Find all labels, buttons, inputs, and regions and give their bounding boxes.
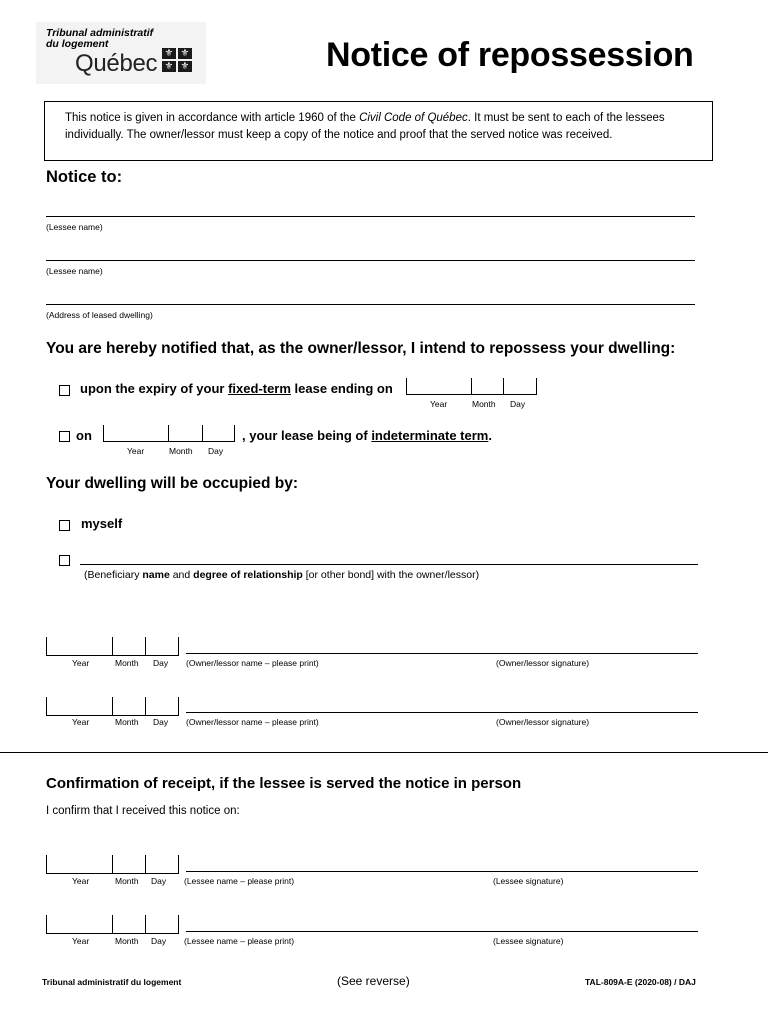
owner-name-signature-line-2[interactable]	[186, 712, 698, 713]
owner-date-box-1[interactable]	[46, 637, 179, 656]
owner-name-signature-line-1[interactable]	[186, 653, 698, 654]
beneficiary-line[interactable]	[80, 564, 698, 565]
lessee-name-line-1[interactable]	[46, 216, 695, 217]
beneficiary-prefix: (Beneficiary	[84, 569, 143, 581]
intro-code-name: Civil Code of Québec	[359, 112, 468, 124]
option1-fixed-term: fixed-term	[228, 381, 291, 396]
owner-date-box-2[interactable]	[46, 697, 179, 716]
option2-indeterminate-term: indeterminate term	[371, 428, 489, 443]
footer-see-reverse: (See reverse)	[337, 974, 410, 988]
myself-label: myself	[81, 516, 123, 531]
logo-org-line1: Tribunal administratif	[46, 27, 154, 39]
option2-text-after: , your lease being of	[242, 428, 372, 443]
option1-text-before: upon the expiry of your	[80, 381, 229, 396]
lessee-name-label-2: (Lessee name)	[46, 266, 103, 276]
indeterminate-option-label	[242, 428, 492, 443]
date-month-label: Month	[472, 399, 496, 409]
date-year-label: Year	[430, 399, 448, 409]
logo-org-line2: du logement	[46, 38, 109, 50]
date-day-label: Day	[151, 936, 167, 946]
beneficiary-suffix: [or other bond] with the owner/lessor)	[302, 569, 480, 581]
date-day-label: Day	[153, 717, 169, 727]
owner-name-label-1: (Owner/lessor name – please print)	[186, 658, 319, 668]
date-month-label: Month	[169, 446, 193, 456]
lessee-print-name-label-2: (Lessee name – please print)	[184, 936, 295, 946]
option2-end: .	[488, 428, 492, 443]
notice-to-heading: Notice to:	[46, 168, 123, 186]
date-year-label: Year	[127, 446, 145, 456]
intro-text-after: . It must be sent to each of the lessees individually. The owner/lessor must keep a copy of the notice and proof that the served notice was received.	[65, 112, 665, 141]
date-year-label: Year	[72, 658, 90, 668]
occupied-heading: Your dwelling will be occupied by:	[46, 475, 299, 492]
fixed-term-checkbox[interactable]	[59, 385, 70, 396]
date-month-label: Month	[115, 936, 139, 946]
logo-quebec-word: Québec	[75, 50, 158, 77]
myself-checkbox[interactable]	[59, 520, 70, 531]
lessee-name-signature-line-2[interactable]	[186, 931, 698, 932]
fleur-de-lis-flag-icon: ⚜ ⚜ ⚜ ⚜	[162, 48, 192, 72]
confirmation-text: I confirm that I received this notice on:	[46, 805, 240, 817]
date-day-label: Day	[208, 446, 224, 456]
date-month-label: Month	[115, 658, 139, 668]
lessee-name-signature-line-1[interactable]	[186, 871, 698, 872]
intro-text-before: This notice is given in accordance with article 1960 of the	[65, 112, 360, 124]
date-month-label: Month	[115, 876, 139, 886]
confirmation-heading: Confirmation of receipt, if the lessee is served the notice in person	[46, 775, 522, 792]
footer-form-code: TAL-809A-E (2020-08) / DAJ	[585, 977, 696, 987]
lessee-print-name-label-1: (Lessee name – please print)	[184, 876, 295, 886]
fixed-term-date-box[interactable]	[406, 378, 537, 395]
beneficiary-and: and	[169, 569, 194, 581]
lessee-name-line-2[interactable]	[46, 260, 695, 261]
indeterminate-checkbox[interactable]	[59, 431, 70, 442]
lessee-name-label-1: (Lessee name)	[46, 222, 103, 232]
address-label: (Address of leased dwelling)	[46, 310, 153, 320]
date-year-label: Year	[72, 936, 90, 946]
beneficiary-degree-bold: degree of relationship	[193, 569, 303, 581]
date-year-label: Year	[72, 876, 90, 886]
option2-on-label: on	[76, 428, 92, 443]
date-day-label: Day	[510, 399, 526, 409]
lessee-date-box-1[interactable]	[46, 855, 179, 874]
section-divider	[0, 752, 768, 753]
beneficiary-checkbox[interactable]	[59, 555, 70, 566]
owner-name-label-2: (Owner/lessor name – please print)	[186, 717, 319, 727]
owner-signature-label-1: (Owner/lessor signature)	[496, 658, 590, 668]
date-year-label: Year	[72, 717, 90, 727]
date-month-label: Month	[115, 717, 139, 727]
address-line[interactable]	[46, 304, 695, 305]
date-day-label: Day	[153, 658, 169, 668]
beneficiary-name-bold: name	[142, 569, 170, 581]
page-title: Notice of repossession	[326, 36, 694, 74]
indeterminate-date-box[interactable]	[103, 425, 235, 442]
fixed-term-option-label	[80, 381, 393, 396]
owner-signature-label-2: (Owner/lessor signature)	[496, 717, 590, 727]
repossess-heading: You are hereby notified that, as the owner/lessor, I intend to repossess your dwelling:	[46, 340, 676, 357]
option1-text-after: lease ending on	[290, 381, 393, 396]
beneficiary-label	[84, 569, 479, 581]
logo-org-name	[46, 28, 153, 50]
lessee-signature-label-1: (Lessee signature)	[493, 876, 564, 886]
date-day-label: Day	[151, 876, 167, 886]
footer-organization: Tribunal administratif du logement	[42, 977, 182, 987]
intro-notice-box	[44, 101, 713, 161]
lessee-signature-label-2: (Lessee signature)	[493, 936, 564, 946]
lessee-date-box-2[interactable]	[46, 915, 179, 934]
